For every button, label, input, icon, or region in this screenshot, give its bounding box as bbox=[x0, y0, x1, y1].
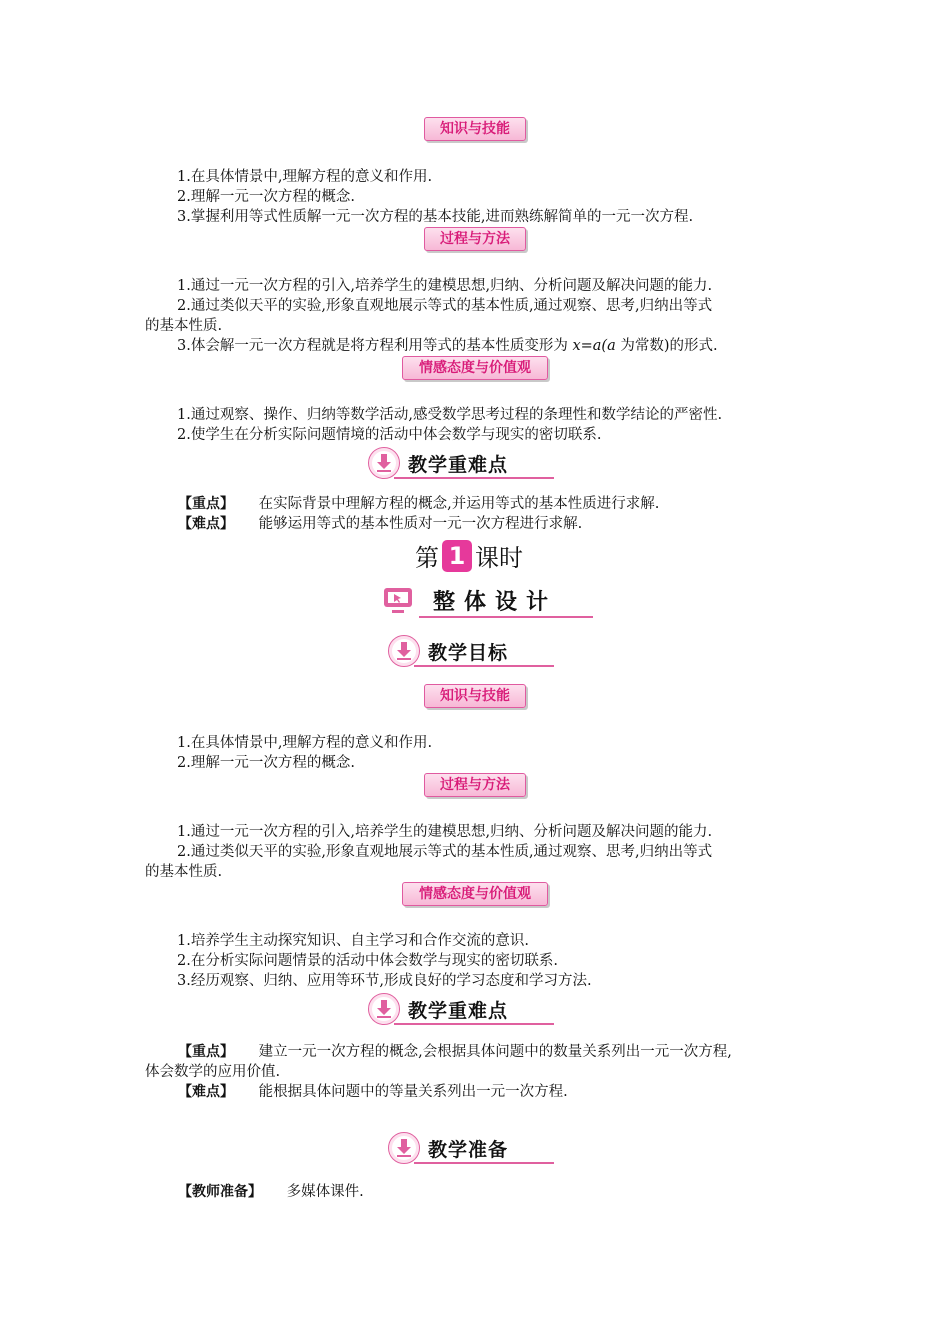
overall-design-title: 整体设计 bbox=[433, 590, 558, 615]
knowledge-item-1: 1.在具体情景中,理解方程的意义和作用. bbox=[177, 169, 433, 185]
knowledge-item-2: 2.理解一元一次方程的概念. bbox=[177, 755, 355, 771]
attitude-item-1: 1.通过观察、操作、归纳等数学活动,感受数学思考过程的条理性和数学结论的严密性. bbox=[177, 407, 723, 423]
section-title: 教学准备 bbox=[428, 1139, 509, 1161]
monitor-icon bbox=[383, 587, 413, 615]
lesson-prefix: 第 bbox=[415, 544, 439, 572]
process-item-2: 2.通过类似天平的实验,形象直观地展示等式的基本性质,通过观察、思考,归纳出等式 bbox=[177, 298, 713, 314]
attitude-item-2: 2.在分析实际问题情景的活动中体会数学与现实的密切联系. bbox=[177, 953, 558, 969]
download-arrow-icon bbox=[388, 635, 420, 667]
attitude-item-1: 1.培养学生主动探究知识、自主学习和合作交流的意识. bbox=[177, 933, 529, 949]
badge-knowledge-skills: 知识与技能 bbox=[424, 117, 526, 141]
download-arrow-icon bbox=[368, 993, 400, 1025]
section-title: 教学重难点 bbox=[408, 454, 509, 476]
badge-knowledge-skills: 知识与技能 bbox=[424, 684, 526, 708]
process-item-2-cont: 的基本性质. bbox=[145, 318, 223, 334]
difficult-point bbox=[178, 514, 848, 534]
knowledge-item-3: 3.掌握利用等式性质解一元一次方程的基本技能,进而熟练解简单的一元一次方程. bbox=[177, 209, 694, 225]
attitude-item-3: 3.经历观察、归纳、应用等环节,形成良好的学习态度和学习方法. bbox=[177, 973, 592, 989]
key-point-text: 建立一元一次方程的概念,会根据具体问题中的数量关系列出一元一次方程, bbox=[258, 1044, 732, 1060]
lesson-heading bbox=[415, 538, 523, 578]
lesson-number: 1 bbox=[442, 540, 472, 572]
key-point bbox=[178, 494, 848, 514]
section-title: 教学重难点 bbox=[408, 1000, 509, 1022]
overall-design-header bbox=[383, 585, 593, 619]
difficult-point bbox=[178, 1082, 848, 1102]
difficult-point-text: 能够运用等式的基本性质对一元一次方程进行求解. bbox=[258, 516, 583, 532]
knowledge-item-2: 2.理解一元一次方程的概念. bbox=[177, 189, 355, 205]
download-arrow-icon bbox=[368, 447, 400, 479]
badge-process-methods: 过程与方法 bbox=[424, 773, 526, 797]
difficult-point-label: 【难点】 bbox=[178, 1084, 234, 1100]
key-point bbox=[178, 1042, 848, 1062]
process-item-1: 1.通过一元一次方程的引入,培养学生的建模思想,归纳、分析问题及解决问题的能力. bbox=[177, 824, 713, 840]
section-key-difficult bbox=[368, 993, 554, 1025]
download-arrow-icon bbox=[388, 1132, 420, 1164]
lesson-suffix: 课时 bbox=[475, 544, 523, 572]
process-item-3-text: 3.体会解一元一次方程就是将方程利用等式的基本性质变形为 bbox=[177, 338, 573, 354]
key-point-text: 在实际背景中理解方程的概念,并运用等式的基本性质进行求解. bbox=[258, 496, 660, 512]
teacher-prep bbox=[178, 1182, 848, 1202]
key-point-cont: 体会数学的应用价值. bbox=[145, 1064, 281, 1080]
badge-attitude-values: 情感态度与价值观 bbox=[402, 356, 548, 380]
badge-attitude-values: 情感态度与价值观 bbox=[402, 882, 548, 906]
section-title: 教学目标 bbox=[428, 642, 509, 664]
difficult-point-text: 能根据具体问题中的等量关系列出一元一次方程. bbox=[258, 1084, 568, 1100]
key-point-label: 【重点】 bbox=[178, 496, 234, 512]
knowledge-item-1: 1.在具体情景中,理解方程的意义和作用. bbox=[177, 735, 433, 751]
process-item-2-cont: 的基本性质. bbox=[145, 864, 223, 880]
process-item-3-tail: 为常数)的形式. bbox=[615, 338, 718, 354]
difficult-point-label: 【难点】 bbox=[178, 516, 234, 532]
teacher-prep-text: 多媒体课件. bbox=[286, 1184, 364, 1200]
teacher-prep-label: 【教师准备】 bbox=[178, 1184, 262, 1200]
process-item-1: 1.通过一元一次方程的引入,培养学生的建模思想,归纳、分析问题及解决问题的能力. bbox=[177, 278, 713, 294]
section-teaching-goals bbox=[388, 635, 554, 667]
section-key-difficult bbox=[368, 447, 554, 479]
key-point-label: 【重点】 bbox=[178, 1044, 234, 1060]
section-teaching-prep bbox=[388, 1132, 554, 1164]
badge-process-methods: 过程与方法 bbox=[424, 227, 526, 251]
attitude-item-2: 2.使学生在分析实际问题情境的活动中体会数学与现实的密切联系. bbox=[177, 427, 602, 443]
process-item-3 bbox=[145, 336, 815, 356]
formula: x=a(a bbox=[572, 338, 616, 354]
process-item-2: 2.通过类似天平的实验,形象直观地展示等式的基本性质,通过观察、思考,归纳出等式 bbox=[177, 844, 713, 860]
